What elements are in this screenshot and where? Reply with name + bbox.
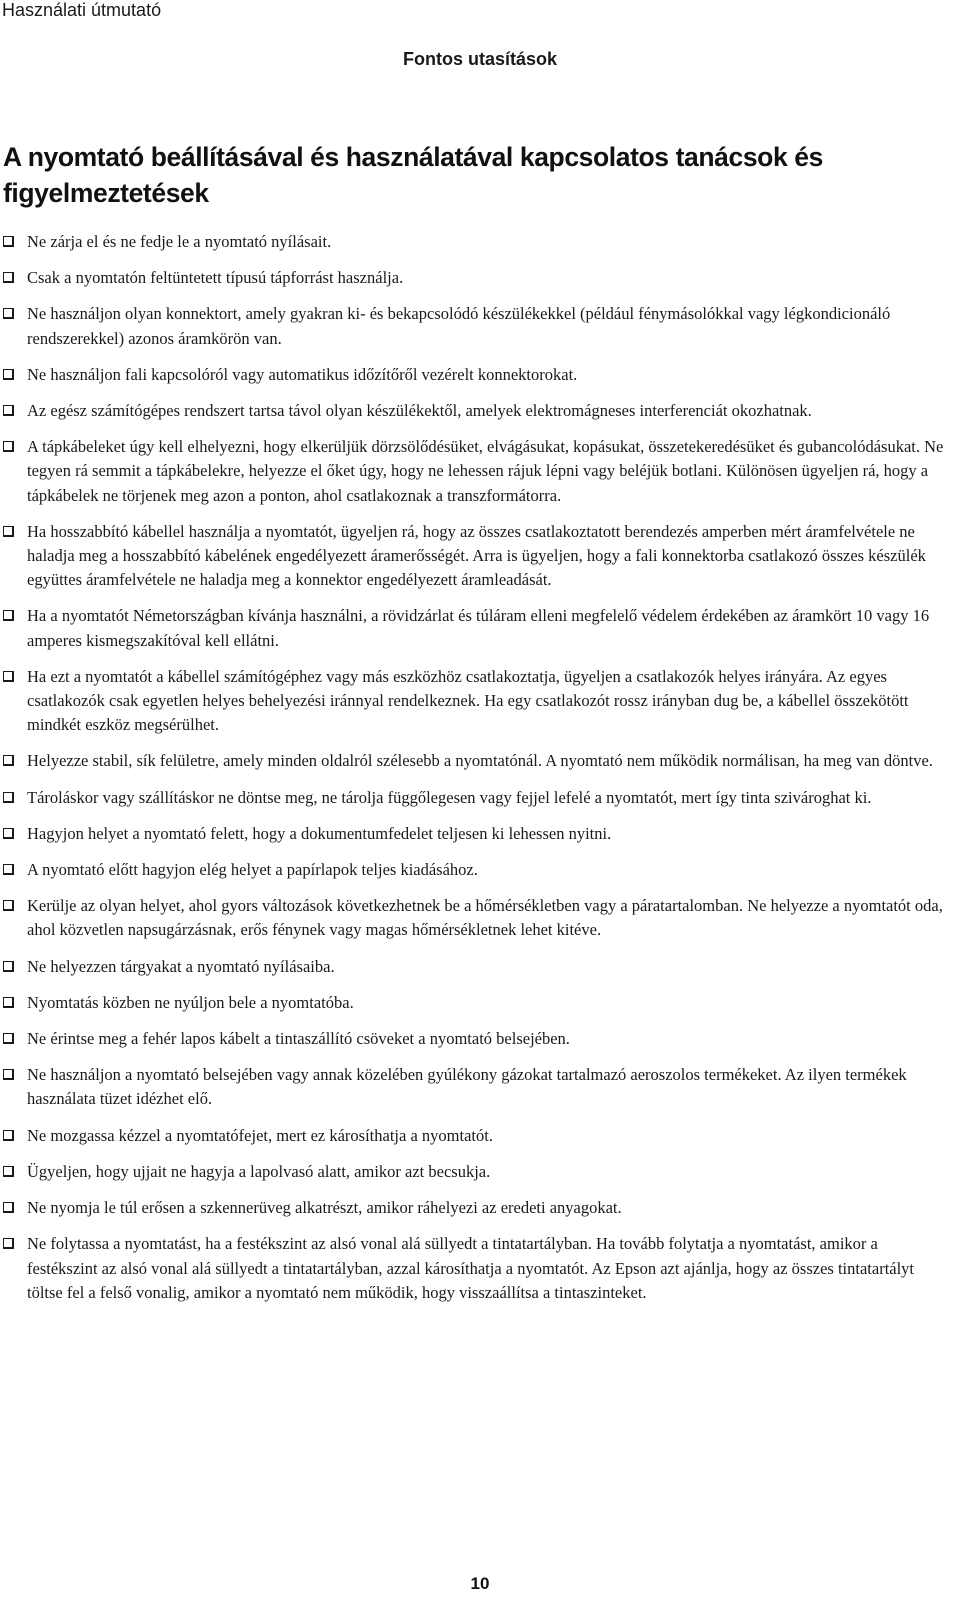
checkbox-bullet-icon (3, 610, 14, 621)
list-item-text: Helyezze stabil, sík felületre, amely minden oldalról szélesebb a nyomtatónál. A nyomtató nem működik normálisan, ha meg van döntve. (27, 751, 933, 771)
checkbox-bullet-icon (3, 792, 14, 803)
checkbox-bullet-icon (3, 961, 14, 972)
checkbox-bullet-icon (3, 1238, 14, 1249)
list-item (0, 955, 950, 979)
list-item-text: Ne használjon fali kapcsolóról vagy automatikus időzítőről vezérelt konnektorokat. (27, 364, 578, 384)
checkbox-bullet-icon (3, 1069, 14, 1080)
list-item (0, 858, 950, 882)
checkbox-bullet-icon (3, 369, 14, 380)
checkbox-bullet-icon (3, 997, 14, 1008)
list-item-text: Hagyjon helyet a nyomtató felett, hogy a dokumentumfedelet teljesen ki lehessen nyitni. (27, 823, 612, 843)
list-item (0, 1063, 950, 1111)
checkbox-bullet-icon (3, 308, 14, 319)
checkbox-bullet-icon (3, 405, 14, 416)
list-item (0, 1160, 950, 1184)
checkbox-bullet-icon (3, 236, 14, 247)
list-item (0, 786, 950, 810)
list-item (0, 435, 950, 508)
list-item (0, 604, 950, 652)
list-item-text: Ne helyezzen tárgyakat a nyomtató nyílásaiba. (27, 956, 335, 976)
list-item-text: Ne használjon a nyomtató belsejében vagy annak közelében gyúlékony gázokat tartalmazó aeroszolos termékeket. Az ilyen termékek használata tüzet idézhet elő. (27, 1065, 907, 1109)
list-item-text: Ne zárja el és ne fedje le a nyomtató nyílásait. (27, 232, 332, 251)
list-item-text: Ha a nyomtatót Németországban kívánja használni, a rövidzárlat és túláram elleni megfelelő védelem érdekében az áramkört 10 vagy 16 amperes kismegszakítóval kell ellátni. (27, 606, 930, 650)
list-item-text: Ha ezt a nyomtatót a kábellel számítógéphez vagy más eszközhöz csatlakoztatja, ügyeljen a csatlakozók helyes irányára. Az egyes csatlakozók csak egyetlen helyes behelyezési iránnyal rendelkeznek. Ha egy csatlakozót rossz irányban dug be, a kábellel összekötött mindkét eszköz megsérülhet. (27, 666, 909, 735)
checkbox-bullet-icon (3, 755, 14, 766)
list-item (0, 991, 950, 1015)
list-item-text: Ne használjon olyan konnektort, amely gyakran ki- és bekapcsolódó készülékekkel (például fénymásolókkal vagy légkondicionáló rendszerekkel) azonos áramkörön van. (27, 304, 891, 348)
list-item (0, 749, 950, 773)
checkbox-bullet-icon (3, 864, 14, 875)
list-item-text: Ne nyomja le túl erősen a szkennerüveg alkatrészt, amikor ráhelyezi az eredeti anyagokat. (27, 1198, 622, 1218)
list-item (0, 1124, 950, 1148)
checkbox-bullet-icon (3, 1166, 14, 1177)
list-item (0, 894, 950, 942)
list-item (0, 363, 950, 387)
list-item-text: Ügyeljen, hogy ujjait ne hagyja a lapolvasó alatt, amikor azt becsukja. (27, 1161, 491, 1181)
list-item-text: A nyomtató előtt hagyjon elég helyet a papírlapok teljes kiadásához. (27, 860, 478, 880)
list-item-text: Ha hosszabbító kábellel használja a nyomtatót, ügyeljen rá, hogy az összes csatlakoztatott berendezés amperben mért áramfelvétele ne haladja meg a hosszabbító kábelének engedélyezett áramerősségét. Arra is ügyeljen, hogy a fali konnektorba csatlakozó összes készülék együttes áramfelvétele ne haladja meg a konnektor engedélyezett áramleadását. (27, 521, 926, 590)
checkbox-bullet-icon (3, 900, 14, 911)
checkbox-bullet-icon (3, 1202, 14, 1213)
list-item-text: Kerülje az olyan helyet, ahol gyors változások következhetnek be a hőmérsékletben vagy a páratartalomban. Ne helyezze a nyomtatót oda, ahol közvetlen napsugárzásnak, erős fénynek vagy magas hőmérsékletnek lehet kitéve. (27, 896, 943, 940)
page-heading: A nyomtató beállításával és használatával kapcsolatos tanácsok és figyelmeztetések (3, 142, 823, 208)
checkbox-bullet-icon (3, 1033, 14, 1044)
list-item (0, 520, 950, 593)
list-item (0, 1027, 950, 1051)
list-item-text: A tápkábeleket úgy kell elhelyezni, hogy elkerüljük dörzsölődésüket, elvágásukat, kopásukat, összetekeredésüket és gubancolódásukat. Ne tegyen rá semmit a tápkábelekre, helyezze el őket úgy, hogy ne lehessen rájuk lépni vagy beléjük botlani. Különösen ügyeljen rá, hogy a tápkábelek ne törjenek meg azon a ponton, ahol csatlakoznak a transzformátorra. (27, 437, 944, 505)
list-item (0, 665, 950, 738)
instruction-list (0, 230, 950, 1317)
checkbox-bullet-icon (3, 526, 14, 537)
document-title: Használati útmutató (2, 0, 162, 20)
list-item (0, 302, 950, 350)
list-item-text: Csak a nyomtatón feltüntetett típusú tápforrást használja. (27, 268, 404, 288)
list-item (0, 399, 950, 423)
list-item (0, 1196, 950, 1220)
list-item (0, 266, 950, 290)
list-item-text: Ne mozgassa kézzel a nyomtatófejet, mert ez károsíthatja a nyomtatót. (27, 1125, 493, 1145)
checkbox-bullet-icon (3, 828, 14, 839)
list-item-text: Ne érintse meg a fehér lapos kábelt a tintaszállító csöveket a nyomtató belsejében. (27, 1029, 570, 1049)
list-item (0, 822, 950, 846)
section-title: Fontos utasítások (402, 49, 558, 69)
checkbox-bullet-icon (3, 272, 14, 283)
list-item-text: Nyomtatás közben ne nyúljon bele a nyomtatóba. (27, 992, 354, 1012)
checkbox-bullet-icon (3, 1130, 14, 1141)
list-item-text: Ne folytassa a nyomtatást, ha a festékszint az alsó vonal alá süllyedt a tintatartályban. Ha tovább folytatja a nyomtatást, amikor a festékszint az alsó vonal alá süllyedt a tintatartályban, azzal károsíthatja a nyomtatót. Az Epson azt ajánlja, hogy az összes tintatartályt töltse fel a felső vonalig, amikor a nyomtató nem működik, hogy visszaállítsa a tintaszinteket. (27, 1234, 915, 1302)
page-number: 10 (470, 1574, 490, 1593)
checkbox-bullet-icon (3, 671, 14, 682)
checkbox-bullet-icon (3, 441, 14, 452)
list-item (0, 1232, 950, 1305)
list-item-text: Az egész számítógépes rendszert tartsa távol olyan készülékektől, amelyek elektromágneses interferenciát okozhatnak. (27, 401, 812, 421)
list-item (0, 230, 950, 254)
list-item-text: Tároláskor vagy szállításkor ne döntse meg, ne tárolja függőlegesen vagy fejjel lefelé a nyomtatót, mert így tinta szivároghat ki. (27, 787, 872, 807)
